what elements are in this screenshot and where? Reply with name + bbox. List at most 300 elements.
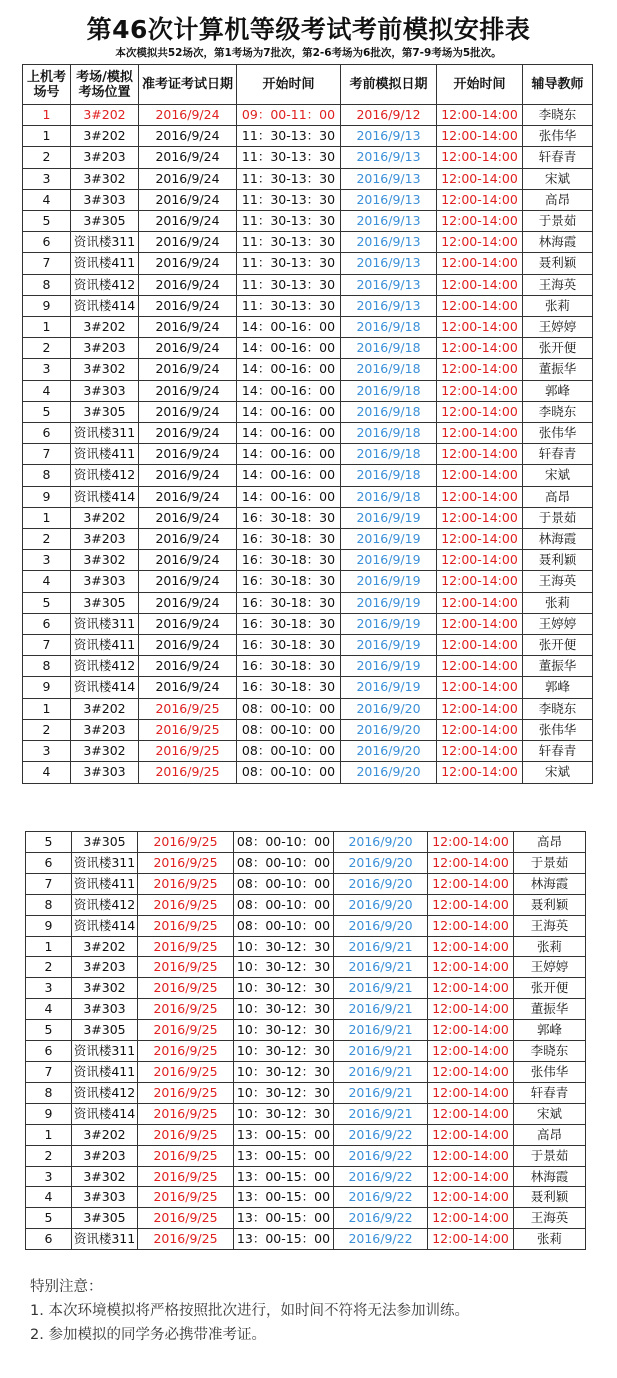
notes-line-2: 2. 参加模拟的同学务必携带准考证。: [30, 1327, 266, 1343]
cell-tutor: 高昂: [523, 486, 593, 507]
cell-tutor: 张开便: [523, 338, 593, 359]
cell-room-number: 1: [23, 317, 71, 338]
cell-room-location: 3#305: [72, 1020, 138, 1041]
cell-mock-start-time: 12:00-14:00: [437, 232, 523, 253]
cell-exam-start-time: 14：00-16：00: [237, 465, 341, 486]
cell-exam-start-time: 16：30-18：30: [237, 592, 341, 613]
cell-mock-date: 2016/9/22: [334, 1124, 428, 1145]
cell-mock-date: 2016/9/18: [341, 423, 437, 444]
table-row: [26, 936, 586, 957]
cell-room-number: 9: [26, 915, 72, 936]
cell-mock-date: 2016/9/13: [341, 232, 437, 253]
table-row: [26, 1061, 586, 1082]
cell-exam-date: 2016/9/25: [138, 1166, 234, 1187]
cell-room-number: 2: [26, 957, 72, 978]
table-row: [23, 253, 593, 274]
cell-tutor: 宋斌: [523, 168, 593, 189]
cell-mock-date: 2016/9/21: [334, 1103, 428, 1124]
cell-mock-start-time: 12:00-14:00: [428, 1229, 514, 1250]
cell-mock-date: 2016/9/18: [341, 486, 437, 507]
cell-room-number: 3: [23, 741, 71, 762]
table-row: [23, 550, 593, 571]
cell-room-location: 3#202: [71, 507, 139, 528]
cell-exam-start-time: 08：00-10：00: [234, 915, 334, 936]
cell-exam-date: 2016/9/24: [139, 317, 237, 338]
table-row: [23, 571, 593, 592]
cell-room-number: 2: [23, 529, 71, 550]
cell-tutor: 轩春青: [523, 444, 593, 465]
cell-exam-start-time: 16：30-18：30: [237, 550, 341, 571]
cell-exam-date: 2016/9/24: [139, 380, 237, 401]
cell-exam-start-time: 13：00-15：00: [234, 1166, 334, 1187]
cell-tutor: 于景茹: [514, 1145, 586, 1166]
cell-tutor: 张伟华: [514, 1061, 586, 1082]
cell-room-location: 资讯楼414: [71, 295, 139, 316]
cell-mock-date: 2016/9/19: [341, 571, 437, 592]
table-row: [23, 486, 593, 507]
cell-mock-start-time: 12:00-14:00: [437, 486, 523, 507]
cell-mock-start-time: 12:00-14:00: [428, 873, 514, 894]
cell-room-number: 4: [26, 999, 72, 1020]
cell-room-location: 3#302: [71, 741, 139, 762]
cell-exam-date: 2016/9/25: [138, 1041, 234, 1062]
cell-tutor: 聂利颖: [514, 894, 586, 915]
cell-mock-start-time: 12:00-14:00: [428, 1208, 514, 1229]
cell-room-location: 3#303: [72, 999, 138, 1020]
cell-exam-date: 2016/9/24: [139, 635, 237, 656]
cell-exam-start-time: 11：30-13：30: [237, 147, 341, 168]
cell-tutor: 王婷婷: [523, 613, 593, 634]
page-title: 第46次计算机等级考试考前模拟安排表: [86, 15, 531, 44]
cell-room-number: 9: [23, 486, 71, 507]
table-row: [26, 1187, 586, 1208]
cell-mock-date: 2016/9/21: [334, 1041, 428, 1062]
cell-mock-date: 2016/9/21: [334, 1061, 428, 1082]
header-mock-date: 考前模拟日期: [341, 65, 437, 105]
cell-room-number: 1: [23, 698, 71, 719]
table-row: [23, 465, 593, 486]
cell-room-number: 3: [23, 168, 71, 189]
cell-mock-start-time: 12:00-14:00: [437, 211, 523, 232]
cell-mock-start-time: 12:00-14:00: [428, 1082, 514, 1103]
cell-exam-date: 2016/9/25: [138, 978, 234, 999]
cell-mock-start-time: 12:00-14:00: [428, 957, 514, 978]
cell-mock-start-time: 12:00-14:00: [437, 550, 523, 571]
cell-exam-date: 2016/9/25: [138, 1020, 234, 1041]
cell-room-location: 3#303: [71, 762, 139, 783]
cell-tutor: 高昂: [514, 832, 586, 853]
table-row: [23, 401, 593, 422]
cell-mock-start-time: 12:00-14:00: [428, 832, 514, 853]
cell-exam-start-time: 13：00-15：00: [234, 1124, 334, 1145]
cell-mock-date: 2016/9/20: [334, 873, 428, 894]
cell-exam-start-time: 14：00-16：00: [237, 423, 341, 444]
notes-line-1: 1. 本次环境模拟将严格按照批次进行，如时间不符将无法参加训练。: [30, 1303, 469, 1319]
cell-exam-start-time: 16：30-18：30: [237, 677, 341, 698]
cell-tutor: 宋斌: [523, 762, 593, 783]
cell-tutor: 林海霞: [523, 232, 593, 253]
cell-mock-date: 2016/9/18: [341, 465, 437, 486]
cell-exam-start-time: 08：00-10：00: [234, 852, 334, 873]
cell-exam-date: 2016/9/25: [138, 1124, 234, 1145]
cell-tutor: 宋斌: [523, 465, 593, 486]
cell-mock-date: 2016/9/22: [334, 1145, 428, 1166]
table-row: [26, 1041, 586, 1062]
table-row: [26, 832, 586, 853]
cell-tutor: 李晓东: [523, 698, 593, 719]
cell-room-number: 8: [26, 894, 72, 915]
cell-exam-date: 2016/9/24: [139, 189, 237, 210]
cell-tutor: 聂利颖: [514, 1187, 586, 1208]
cell-room-number: 7: [23, 635, 71, 656]
cell-tutor: 王婷婷: [514, 957, 586, 978]
cell-room-location: 资讯楼414: [71, 486, 139, 507]
cell-mock-date: 2016/9/19: [341, 507, 437, 528]
table-row: [26, 873, 586, 894]
cell-exam-start-time: 10：30-12：30: [234, 1103, 334, 1124]
cell-room-number: 2: [26, 1145, 72, 1166]
table-row: [23, 189, 593, 210]
table-row: [23, 613, 593, 634]
cell-mock-date: 2016/9/20: [341, 698, 437, 719]
cell-room-location: 3#302: [71, 168, 139, 189]
cell-room-number: 1: [23, 126, 71, 147]
cell-room-number: 4: [23, 571, 71, 592]
cell-tutor: 董振华: [523, 359, 593, 380]
cell-tutor: 张开便: [523, 635, 593, 656]
cell-exam-date: 2016/9/24: [139, 613, 237, 634]
cell-exam-date: 2016/9/24: [139, 529, 237, 550]
cell-tutor: 张莉: [523, 295, 593, 316]
cell-room-location: 3#305: [71, 211, 139, 232]
cell-room-location: 资讯楼411: [72, 1061, 138, 1082]
cell-mock-start-time: 12:00-14:00: [437, 613, 523, 634]
cell-room-number: 1: [23, 507, 71, 528]
schedule-table-part1: [22, 64, 593, 784]
cell-mock-date: 2016/9/21: [334, 957, 428, 978]
cell-tutor: 郭峰: [514, 1020, 586, 1041]
table-row: [23, 698, 593, 719]
cell-tutor: 高昂: [523, 189, 593, 210]
cell-tutor: 聂利颖: [523, 550, 593, 571]
cell-room-number: 9: [23, 295, 71, 316]
cell-room-location: 3#202: [72, 1124, 138, 1145]
cell-tutor: 张伟华: [523, 423, 593, 444]
cell-exam-date: 2016/9/24: [139, 295, 237, 316]
cell-tutor: 董振华: [514, 999, 586, 1020]
cell-room-location: 3#302: [72, 1166, 138, 1187]
table-row: [23, 380, 593, 401]
cell-room-number: 8: [23, 656, 71, 677]
cell-room-location: 资讯楼412: [71, 465, 139, 486]
cell-mock-start-time: 12:00-14:00: [437, 401, 523, 422]
cell-exam-start-time: 08：00-10：00: [237, 719, 341, 740]
cell-mock-date: 2016/9/20: [334, 832, 428, 853]
notes-heading: 特别注意：: [30, 1279, 103, 1295]
cell-tutor: 王海英: [523, 571, 593, 592]
table-row: [23, 762, 593, 783]
cell-mock-start-time: 12:00-14:00: [437, 571, 523, 592]
cell-mock-date: 2016/9/21: [334, 999, 428, 1020]
cell-room-number: 5: [23, 592, 71, 613]
cell-exam-start-time: 10：30-12：30: [234, 957, 334, 978]
cell-tutor: 轩春青: [523, 741, 593, 762]
cell-tutor: 董振华: [523, 656, 593, 677]
cell-room-number: 6: [26, 1041, 72, 1062]
cell-mock-date: 2016/9/21: [334, 936, 428, 957]
cell-exam-date: 2016/9/24: [139, 423, 237, 444]
cell-room-number: 3: [23, 550, 71, 571]
cell-exam-date: 2016/9/25: [138, 1208, 234, 1229]
cell-mock-start-time: 12:00-14:00: [437, 253, 523, 274]
cell-tutor: 于景茹: [523, 211, 593, 232]
cell-exam-start-time: 11：30-13：30: [237, 168, 341, 189]
cell-tutor: 轩春青: [514, 1082, 586, 1103]
cell-exam-date: 2016/9/25: [138, 936, 234, 957]
cell-room-location: 资讯楼311: [71, 232, 139, 253]
cell-mock-start-time: 12:00-14:00: [428, 1103, 514, 1124]
cell-exam-date: 2016/9/24: [139, 359, 237, 380]
cell-room-number: 7: [26, 873, 72, 894]
cell-mock-start-time: 12:00-14:00: [437, 147, 523, 168]
table-row: [26, 1166, 586, 1187]
cell-mock-date: 2016/9/20: [334, 915, 428, 936]
cell-exam-start-time: 11：30-13：30: [237, 126, 341, 147]
cell-exam-date: 2016/9/24: [139, 592, 237, 613]
header-room-number: 上机考场号: [23, 65, 71, 105]
table-row: [23, 719, 593, 740]
cell-room-location: 3#305: [72, 1208, 138, 1229]
cell-room-location: 资讯楼414: [71, 677, 139, 698]
cell-exam-date: 2016/9/25: [139, 741, 237, 762]
cell-room-location: 资讯楼414: [72, 1103, 138, 1124]
cell-exam-date: 2016/9/25: [138, 873, 234, 894]
cell-exam-start-time: 10：30-12：30: [234, 1061, 334, 1082]
cell-exam-date: 2016/9/24: [139, 147, 237, 168]
table-row: [23, 126, 593, 147]
table-row: [23, 317, 593, 338]
cell-mock-date: 2016/9/13: [341, 147, 437, 168]
cell-mock-start-time: 12:00-14:00: [437, 274, 523, 295]
header-exam-start-time: 开始时间: [237, 65, 341, 105]
cell-mock-date: 2016/9/19: [341, 656, 437, 677]
cell-mock-start-time: 12:00-14:00: [437, 295, 523, 316]
cell-exam-date: 2016/9/25: [138, 1061, 234, 1082]
cell-mock-start-time: 12:00-14:00: [428, 978, 514, 999]
cell-exam-date: 2016/9/24: [139, 274, 237, 295]
cell-room-number: 2: [23, 338, 71, 359]
table-row: [23, 147, 593, 168]
header-exam-date: 准考证考试日期: [139, 65, 237, 105]
cell-room-location: 资讯楼412: [72, 894, 138, 915]
cell-exam-start-time: 16：30-18：30: [237, 635, 341, 656]
cell-tutor: 张莉: [523, 592, 593, 613]
cell-exam-date: 2016/9/25: [138, 999, 234, 1020]
cell-tutor: 林海霞: [523, 529, 593, 550]
cell-mock-date: 2016/9/18: [341, 359, 437, 380]
table-row: [26, 1103, 586, 1124]
header-room-location: 考场/模拟考场位置: [71, 65, 139, 105]
cell-room-number: 3: [26, 1166, 72, 1187]
cell-mock-start-time: 12:00-14:00: [437, 105, 523, 126]
table-row: [23, 592, 593, 613]
cell-room-location: 3#203: [71, 529, 139, 550]
cell-exam-date: 2016/9/25: [138, 852, 234, 873]
cell-tutor: 宋斌: [514, 1103, 586, 1124]
cell-room-number: 4: [26, 1187, 72, 1208]
cell-mock-date: 2016/9/20: [334, 852, 428, 873]
cell-tutor: 林海霞: [514, 1166, 586, 1187]
cell-exam-date: 2016/9/24: [139, 444, 237, 465]
cell-exam-date: 2016/9/24: [139, 465, 237, 486]
cell-mock-start-time: 12:00-14:00: [437, 529, 523, 550]
table-row: [26, 1082, 586, 1103]
cell-room-location: 资讯楼411: [71, 635, 139, 656]
cell-room-location: 3#202: [71, 317, 139, 338]
cell-exam-start-time: 16：30-18：30: [237, 613, 341, 634]
cell-exam-date: 2016/9/25: [139, 719, 237, 740]
cell-room-number: 5: [26, 832, 72, 853]
cell-mock-date: 2016/9/22: [334, 1208, 428, 1229]
cell-mock-date: 2016/9/13: [341, 211, 437, 232]
cell-exam-date: 2016/9/25: [139, 762, 237, 783]
cell-mock-start-time: 12:00-14:00: [428, 999, 514, 1020]
cell-room-location: 3#303: [71, 189, 139, 210]
table-row: [26, 1229, 586, 1250]
cell-exam-start-time: 10：30-12：30: [234, 1082, 334, 1103]
table-row: [23, 656, 593, 677]
cell-room-number: 2: [23, 147, 71, 168]
table-row: [23, 211, 593, 232]
cell-exam-start-time: 14：00-16：00: [237, 486, 341, 507]
cell-exam-start-time: 11：30-13：30: [237, 295, 341, 316]
table-row: [26, 1145, 586, 1166]
cell-room-number: 6: [26, 1229, 72, 1250]
cell-room-location: 资讯楼412: [71, 274, 139, 295]
cell-tutor: 张伟华: [523, 126, 593, 147]
cell-exam-date: 2016/9/24: [139, 211, 237, 232]
table-row: [23, 232, 593, 253]
cell-exam-date: 2016/9/24: [139, 338, 237, 359]
table-row: [26, 978, 586, 999]
cell-tutor: 王海英: [514, 1208, 586, 1229]
cell-exam-start-time: 16：30-18：30: [237, 507, 341, 528]
cell-exam-date: 2016/9/24: [139, 550, 237, 571]
cell-exam-date: 2016/9/25: [138, 832, 234, 853]
cell-room-number: 4: [23, 762, 71, 783]
cell-tutor: 张莉: [514, 936, 586, 957]
cell-room-location: 资讯楼414: [72, 915, 138, 936]
cell-room-location: 3#305: [71, 592, 139, 613]
cell-room-number: 7: [23, 444, 71, 465]
table-row: [23, 507, 593, 528]
cell-tutor: 张莉: [514, 1229, 586, 1250]
cell-room-number: 7: [23, 253, 71, 274]
cell-mock-date: 2016/9/19: [341, 550, 437, 571]
cell-room-location: 3#203: [72, 957, 138, 978]
cell-mock-date: 2016/9/18: [341, 380, 437, 401]
cell-mock-date: 2016/9/19: [341, 635, 437, 656]
cell-room-number: 1: [26, 1124, 72, 1145]
cell-room-location: 3#203: [72, 1145, 138, 1166]
cell-exam-start-time: 14：00-16：00: [237, 444, 341, 465]
cell-exam-start-time: 10：30-12：30: [234, 1041, 334, 1062]
schedule-table-part2: [25, 831, 586, 1250]
cell-mock-date: 2016/9/20: [341, 762, 437, 783]
cell-exam-start-time: 08：00-10：00: [237, 741, 341, 762]
table-row: [23, 105, 593, 126]
cell-exam-start-time: 16：30-18：30: [237, 656, 341, 677]
notes-section: [30, 1275, 469, 1347]
cell-tutor: 张伟华: [523, 719, 593, 740]
table-row: [26, 1020, 586, 1041]
cell-room-number: 5: [26, 1208, 72, 1229]
cell-room-number: 3: [23, 359, 71, 380]
cell-tutor: 王海英: [523, 274, 593, 295]
cell-exam-start-time: 10：30-12：30: [234, 999, 334, 1020]
table-row: [23, 274, 593, 295]
cell-room-location: 3#305: [72, 832, 138, 853]
cell-exam-date: 2016/9/24: [139, 401, 237, 422]
cell-room-location: 资讯楼412: [71, 656, 139, 677]
page-subtitle: 本次模拟共52场次，第1考场为7批次，第2-6考场为6批次，第7-9考场为5批次。: [115, 47, 502, 59]
cell-exam-start-time: 08：00-10：00: [234, 832, 334, 853]
cell-room-location: 3#202: [71, 126, 139, 147]
cell-exam-start-time: 10：30-12：30: [234, 1020, 334, 1041]
cell-exam-start-time: 14：00-16：00: [237, 401, 341, 422]
cell-room-location: 3#202: [71, 105, 139, 126]
header-tutor: 辅导教师: [523, 65, 593, 105]
cell-mock-start-time: 12:00-14:00: [428, 894, 514, 915]
cell-mock-date: 2016/9/22: [334, 1187, 428, 1208]
cell-exam-date: 2016/9/25: [138, 1145, 234, 1166]
table-row: [23, 168, 593, 189]
cell-mock-start-time: 12:00-14:00: [428, 1041, 514, 1062]
cell-mock-start-time: 12:00-14:00: [437, 592, 523, 613]
cell-exam-start-time: 08：00-10：00: [234, 873, 334, 894]
cell-mock-start-time: 12:00-14:00: [428, 1061, 514, 1082]
cell-mock-date: 2016/9/13: [341, 126, 437, 147]
cell-mock-date: 2016/9/21: [334, 1082, 428, 1103]
cell-room-number: 9: [23, 677, 71, 698]
cell-exam-start-time: 08：00-10：00: [237, 698, 341, 719]
cell-tutor: 轩春青: [523, 147, 593, 168]
cell-tutor: 郭峰: [523, 380, 593, 401]
cell-mock-start-time: 12:00-14:00: [428, 936, 514, 957]
cell-exam-start-time: 14：00-16：00: [237, 338, 341, 359]
cell-tutor: 李晓东: [523, 401, 593, 422]
cell-tutor: 于景茹: [523, 507, 593, 528]
cell-room-number: 5: [23, 211, 71, 232]
cell-room-location: 资讯楼411: [72, 873, 138, 894]
cell-exam-date: 2016/9/24: [139, 168, 237, 189]
cell-exam-date: 2016/9/24: [139, 677, 237, 698]
cell-exam-date: 2016/9/25: [138, 894, 234, 915]
cell-exam-start-time: 09：00-11：00: [237, 105, 341, 126]
cell-tutor: 张开便: [514, 978, 586, 999]
table-row: [26, 894, 586, 915]
cell-room-location: 资讯楼412: [72, 1082, 138, 1103]
cell-mock-start-time: 12:00-14:00: [437, 338, 523, 359]
cell-exam-date: 2016/9/25: [138, 915, 234, 936]
cell-room-location: 3#203: [71, 147, 139, 168]
cell-room-number: 5: [23, 401, 71, 422]
cell-room-location: 资讯楼311: [71, 613, 139, 634]
cell-tutor: 于景茹: [514, 852, 586, 873]
cell-tutor: 林海霞: [514, 873, 586, 894]
cell-exam-date: 2016/9/25: [138, 957, 234, 978]
cell-mock-start-time: 12:00-14:00: [428, 1145, 514, 1166]
